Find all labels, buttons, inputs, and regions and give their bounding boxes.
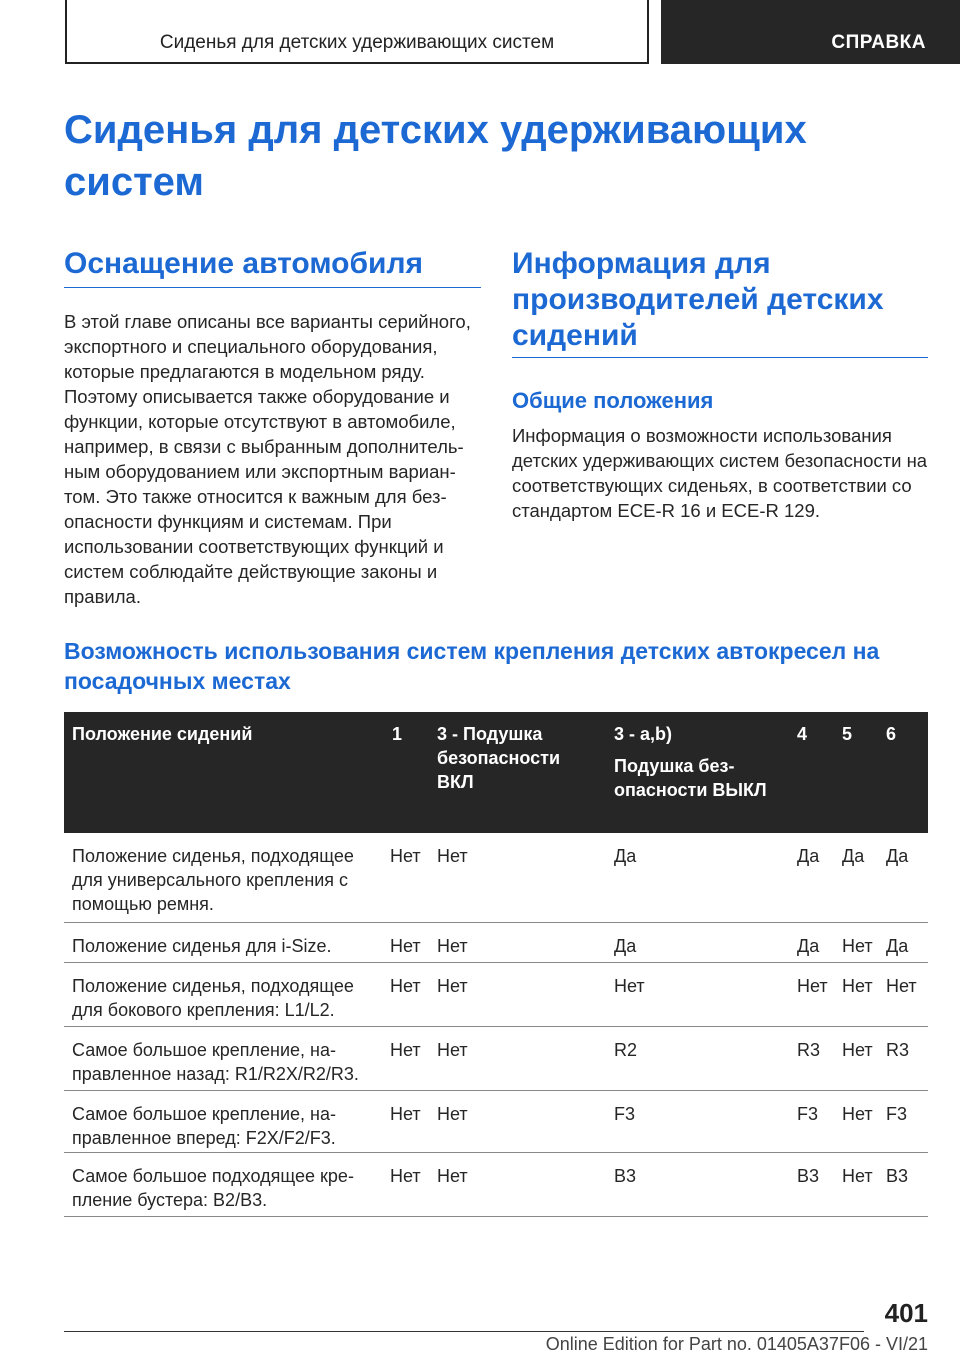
section-tab-label: СПРАВКА (831, 32, 926, 53)
page-number: 401 (884, 1298, 928, 1328)
header-col-4: 4 (797, 724, 808, 744)
row-label: Самое большое крепление, направленное назад: R1/R2X/R2/R3. (72, 1040, 359, 1084)
row-col-6: Да (886, 846, 909, 866)
row-col-1: Нет (390, 846, 421, 866)
row-col-5: Нет (842, 1104, 873, 1124)
left-section-paragraph: В этой главе описаны все варианты серийного, экспортного и специального оборудования, которые предлагаются в модельном ряду. Поэтому описывается также оборудование и функции, которые отсутствуют в автомобиле, например, в связи с выбранным дополнительным оборудованием или экспортным вариантом. Это также относится к важным для безопасности функциям и системам. При использовании соответствующих функций и систем соблюдайте действующие законы и правила. (64, 311, 471, 607)
row-col-2: Нет (437, 1040, 468, 1060)
left-section-rule (64, 287, 481, 288)
row-label: Самое большое крепление, направленное вперед: F2X/F2/F3. (72, 1104, 336, 1148)
row-col-4: F3 (797, 1104, 819, 1124)
row-label: Положение сиденья для i-Size. (72, 936, 332, 956)
row-col-3: Да (614, 936, 637, 956)
row-col-3: Да (614, 846, 637, 866)
right-section-rule (512, 357, 928, 358)
row-col-4: Нет (797, 976, 828, 996)
row-col-6: F3 (886, 1104, 908, 1124)
left-section-title: Оснащение автомобиля (64, 247, 424, 280)
row-label: Положение сиденья, подходящее для универсального крепления с помощью ремня. (72, 846, 354, 914)
row-col-1: Нет (390, 1166, 421, 1186)
chapter-header-title: Сиденья для детских удерживающих систем (159, 32, 555, 53)
right-section-subtitle: Общие положения (512, 388, 714, 413)
right-section-paragraph: Информация о возможности использования детских удерживающих систем безопасности на соответствующих сиденьях, в соответствии со стандартом ECE-R 16 и ECE-R 129. (512, 425, 928, 521)
row-col-1: Нет (390, 976, 421, 996)
row-col-6: Нет (886, 976, 917, 996)
section-tab (661, 0, 960, 64)
row-col-2: Нет (437, 976, 468, 996)
right-section-title: Информация для производителей детских сидений (512, 247, 884, 352)
row-col-1: Нет (390, 1040, 421, 1060)
header-col-3-bottom: Подушка безопасности ВЫКЛ (614, 756, 767, 800)
header-col-2: 3 - Подушка безопасности ВКЛ (437, 724, 561, 792)
table-header-row (64, 712, 928, 833)
child-seat-table (64, 712, 928, 1217)
chapter-header (65, 0, 649, 64)
row-col-2: Нет (437, 936, 468, 956)
row-col-6: Да (886, 936, 909, 956)
row-col-3: F3 (614, 1104, 636, 1124)
row-label: Самое большое подходящее крепление бустера: B2/B3. (72, 1166, 354, 1210)
row-col-2: Нет (437, 846, 468, 866)
row-col-2: Нет (437, 1166, 468, 1186)
row-col-5: Нет (842, 1040, 873, 1060)
header-position: Положение сидений (72, 724, 253, 744)
header-col-5: 5 (842, 724, 853, 744)
row-col-5: Нет (842, 976, 873, 996)
header-col-6: 6 (886, 724, 897, 744)
row-label: Положение сиденья, подходящее для бокового крепления: L1/L2. (72, 976, 354, 1020)
row-col-5: Нет (842, 1166, 873, 1186)
table-row (64, 1091, 928, 1153)
table-row (64, 1027, 928, 1091)
table-row (64, 923, 928, 963)
row-col-4: Да (797, 846, 820, 866)
row-col-4: Да (797, 936, 820, 956)
row-col-1: Нет (390, 1104, 421, 1124)
row-col-3: B3 (614, 1166, 637, 1186)
row-col-1: Нет (390, 936, 421, 956)
row-col-3: R2 (614, 1040, 638, 1060)
footer-divider (64, 1331, 864, 1332)
row-col-3: Нет (614, 976, 645, 996)
row-col-2: Нет (437, 1104, 468, 1124)
row-col-4: R3 (797, 1040, 821, 1060)
header-col-1: 1 (392, 724, 403, 744)
header-col-3-top: 3 - a,b) (614, 724, 673, 744)
page-title: Сиденья для детских удерживающих систем (64, 108, 807, 204)
table-row (64, 1153, 928, 1217)
edition-note: Online Edition for Part no. 01405A37F06 - VI/21 (545, 1334, 928, 1354)
row-col-5: Нет (842, 936, 873, 956)
row-col-4: B3 (797, 1166, 820, 1186)
table-row (64, 963, 928, 1027)
table-row (64, 833, 928, 923)
row-col-6: B3 (886, 1166, 909, 1186)
row-col-5: Да (842, 846, 865, 866)
row-col-6: R3 (886, 1040, 910, 1060)
header-col-3 (614, 722, 774, 802)
table-title: Возможность использования систем крепления детских автокресел на посадочных местах (64, 638, 880, 694)
